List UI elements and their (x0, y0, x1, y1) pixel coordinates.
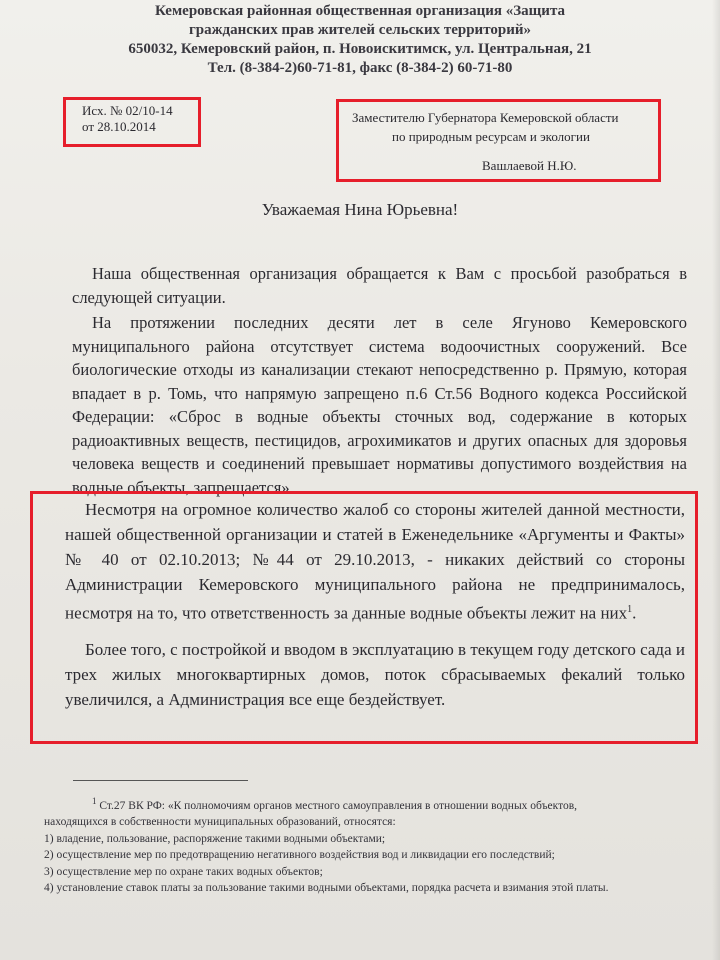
paragraph-construction: Более того, с постройкой и вводом в эксплуатацию в текущем году детского сада и трех жилых многоквартирных домов, поток сбрасываемых фекалий только увеличился, а Администрация все еще бездействует. (65, 639, 685, 709)
paragraph-text: Несмотря на огромное количество жалоб со стороны жителей данной местности, нашей общественной организации и статей в Еженедельнике «Аргументы и Факты» № 40 от 02.10.2013; №44 от 29.10.2013, - никаких действий со стороны Администрации Кемеровского муниципального района не предпринималось, несмотря на то, что ответственность за данные водные объекты лежит на них (65, 500, 685, 623)
paragraph-request (72, 262, 687, 309)
highlight-box-addressee (336, 99, 661, 182)
letterhead-org-line1: Кемеровская районная общественная организация «Защита (155, 3, 565, 19)
paragraph-text: На протяжении последних десяти лет в селе Ягуново Кемеровского муниципального района отсутствует система водоочистных сооружений. Все биологические отходы из канализации стекают непосредственно р. Прямую, которая впадает в р. Томь, что напрямую запрещено п.6 Ст.56 Водного кодекса Российской Федерации: «Сброс в водные объекты сточных вод, содержание в которых радиоактивных веществ, пестицидов, агрохимикатов и других опасных для здоровья человека веществ и соединений превышает нормативы допустимого воздействия на водные объекты, запрещается». (72, 313, 687, 497)
footnote-line: 2) осуществление мер по предотвращению негативного воздействия вод и ликвидации его последствий; (44, 849, 555, 862)
outgoing-number: Исх. № 02/10-14 (82, 103, 173, 118)
page-shadow (712, 0, 720, 960)
letterhead-phone: Тел. (8-384-2)60-71-81, факс (8-384-2) 60-71-80 (207, 60, 513, 76)
addressee-department: по природным ресурсам и экологии (392, 129, 590, 144)
footnote-separator (73, 780, 248, 781)
footnote-line: 1) владение, пользование, распоряжение такими водными объектами; (44, 832, 386, 845)
paragraph-end: . (632, 603, 637, 623)
footnote-line: находящихся в собственности муниципальных образований, относятся: (44, 816, 396, 829)
highlight-box-reference (63, 97, 201, 147)
letterhead-org-line2: гражданских прав жителей сельских территорий» (189, 22, 531, 38)
footnote-line (44, 793, 684, 814)
footnote-line: 3) осуществление мер по охране таких водных объектов; (44, 865, 323, 878)
footnote-reference: 1 (627, 604, 633, 615)
addressee-position: Заместителю Губернатора Кемеровской области (352, 110, 619, 125)
highlight-box-paragraphs (30, 491, 698, 744)
addressee-name: Вашлаевой Н.Ю. (482, 158, 577, 173)
footnote-line: 4) установление ставок платы за пользование такими водными объектами, порядка расчета и взимания этой платы. (44, 882, 609, 895)
paragraph-text: Наша общественная организация обращается к Вам с просьбой разобраться в следующей ситуации. (72, 264, 687, 307)
footnote-line-text: Ст.27 ВК РФ: «К полномочиям органов местного самоуправления в отношении водных объектов, (99, 799, 578, 812)
footnote-mark: 1 (92, 796, 97, 806)
letterhead (60, 2, 660, 78)
outgoing-date: от 28.10.2014 (82, 119, 156, 134)
letterhead-address: 650032, Кемеровский район, п. Новоискитимск, ул. Центральная, 21 (128, 41, 592, 57)
footnote (44, 793, 684, 897)
paragraph-situation (72, 311, 687, 497)
salutation: Уважаемая Нина Юрьевна! (261, 200, 459, 219)
